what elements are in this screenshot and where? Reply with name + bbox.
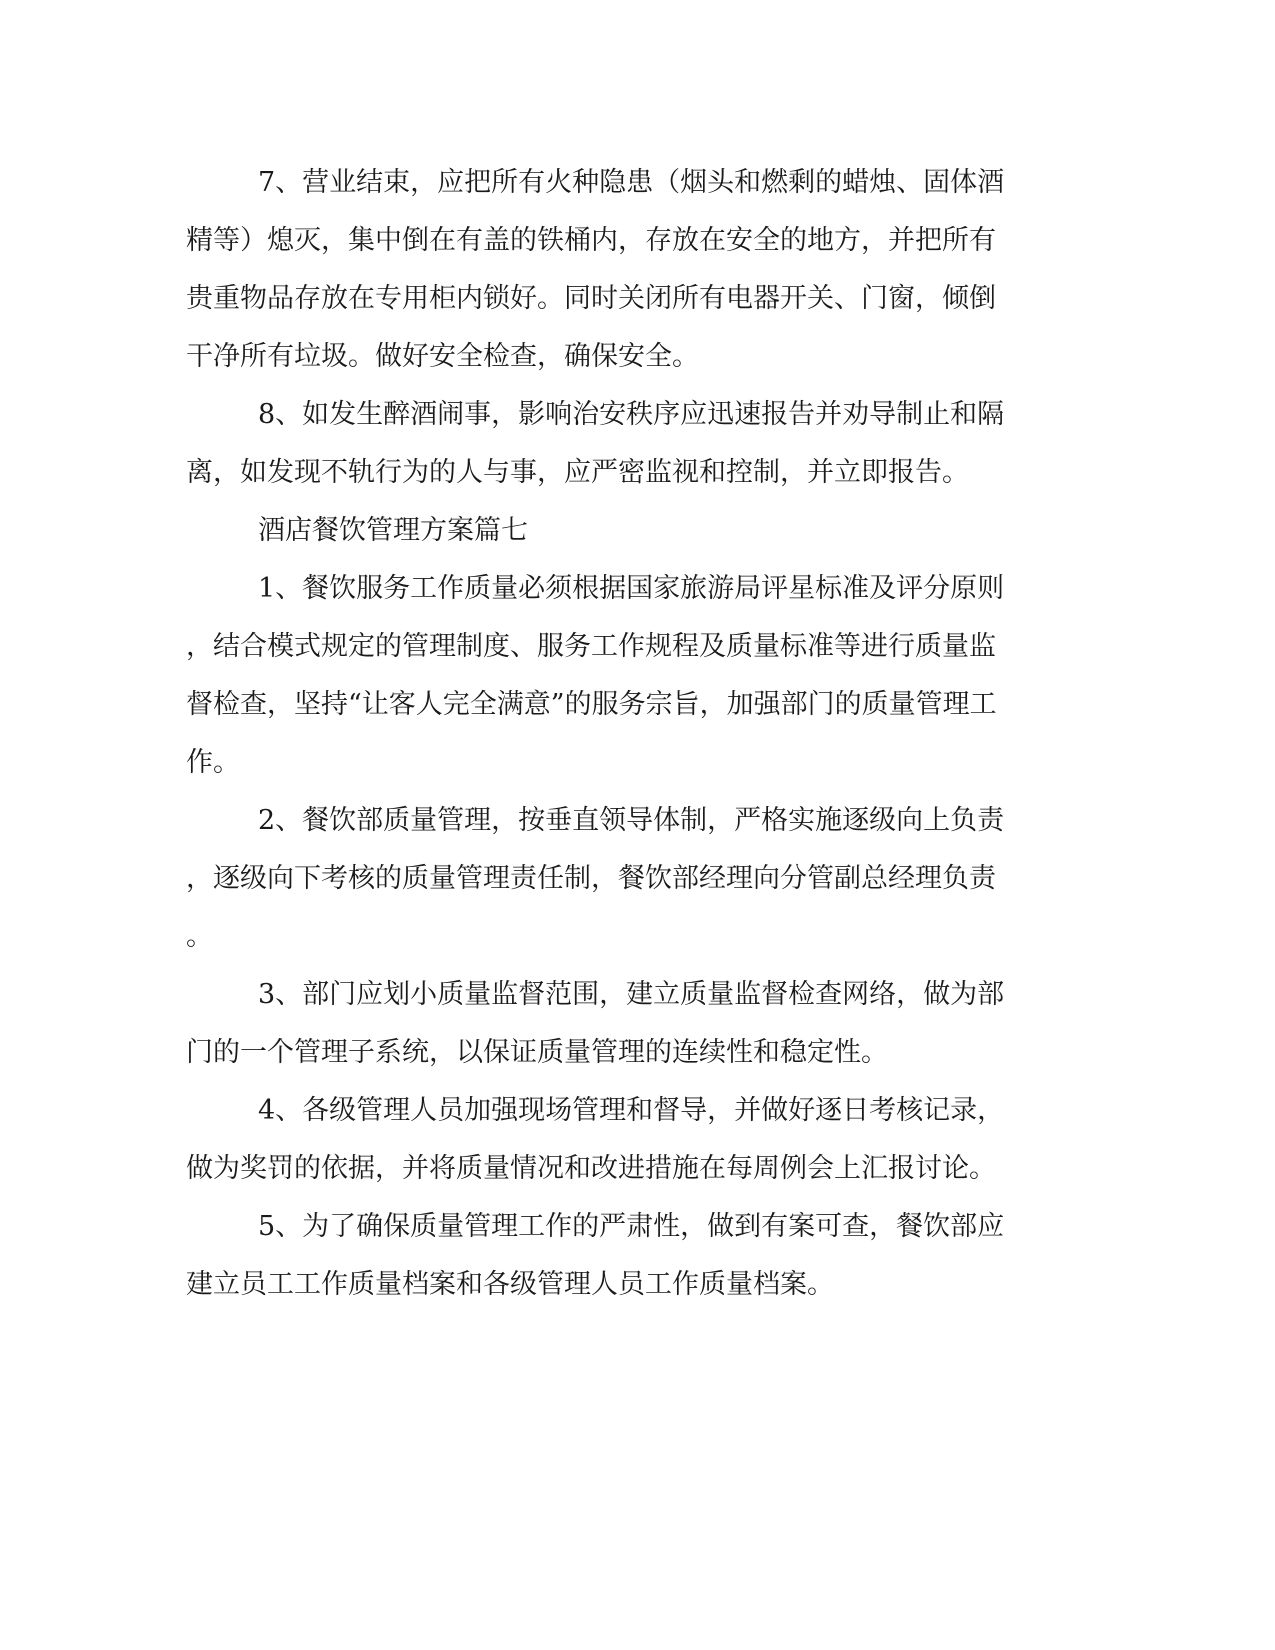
item-1-line-4: 作。 [186,747,240,778]
item-5-line-1: 5、为了确保质量管理工作的严肃性，做到有案可查，餐饮部应 [258,1211,1005,1242]
item-4-line-1: 4、各级管理人员加强现场管理和督导，并做好逐日考核记录， [258,1095,1005,1126]
section-heading: 酒店餐饮管理方案篇七 [258,515,528,546]
item-4-line-2: 做为奖罚的依据，并将质量情况和改进措施在每周例会上汇报讨论。 [186,1153,996,1184]
paragraph-8-line-2: 离，如发现不轨行为的人与事，应严密监视和控制，并立即报告。 [186,457,969,488]
item-3-line-2: 门的一个管理子系统，以保证质量管理的连续性和稳定性。 [186,1037,888,1068]
item-2-line-2: ，逐级向下考核的质量管理责任制，餐饮部经理向分管副总经理负责 [186,863,996,894]
item-1-line-2: ，结合模式规定的管理制度、服务工作规程及质量标准等进行质量监 [186,631,996,662]
paragraph-7-line-3: 贵重物品存放在专用柜内锁好。同时关闭所有电器开关、门窗，倾倒 [186,283,996,314]
item-2-line-3: 。 [186,921,213,952]
paragraph-7-line-2: 精等）熄灭，集中倒在有盖的铁桶内，存放在安全的地方，并把所有 [186,225,996,256]
paragraph-7-line-1: 7、营业结束，应把所有火种隐患（烟头和燃剩的蜡烛、固体酒 [258,167,1005,198]
item-1-line-1: 1、餐饮服务工作质量必须根据国家旅游局评星标准及评分原则 [258,573,1005,604]
paragraph-8-line-1: 8、如发生醉酒闹事，影响治安秩序应迅速报告并劝导制止和隔 [258,399,1005,430]
item-2-line-1: 2、餐饮部质量管理，按垂直领导体制，严格实施逐级向上负责 [258,805,1005,836]
paragraph-7-line-4: 干净所有垃圾。做好安全检查，确保安全。 [186,341,699,372]
item-5-line-2: 建立员工工作质量档案和各级管理人员工作质量档案。 [186,1269,834,1300]
item-1-line-3: 督检查，坚持“让客人完全满意”的服务宗旨，加强部门的质量管理工 [186,689,997,720]
item-3-line-1: 3、部门应划小质量监督范围，建立质量监督检查网络，做为部 [258,979,1005,1010]
